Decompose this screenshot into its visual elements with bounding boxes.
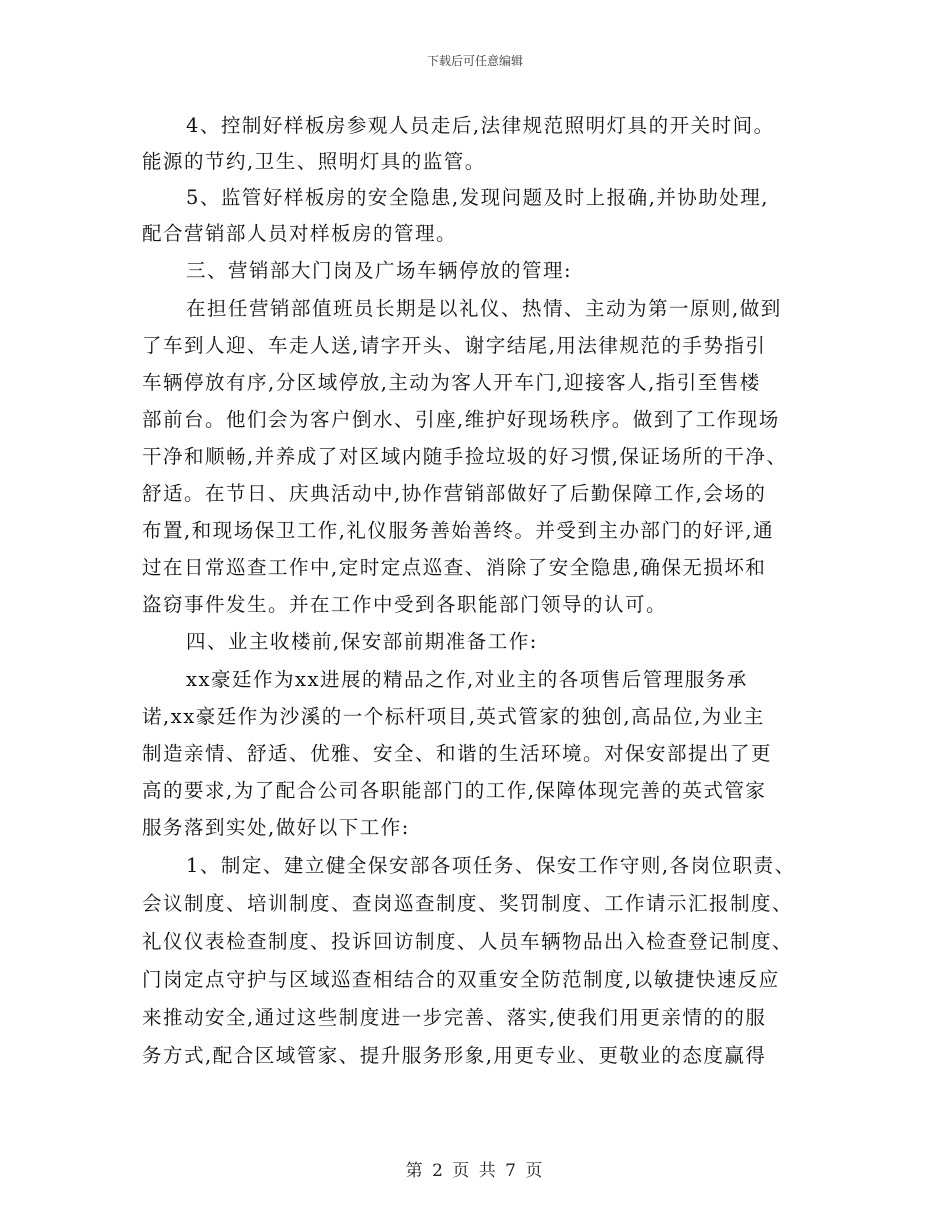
text-line: 过在日常巡查工作中,定时定点巡查、消除了安全隐患,确保无损坏和 bbox=[142, 556, 767, 579]
section-heading: 四、业主收楼前,保安部前期准备工作: bbox=[186, 630, 538, 653]
text-line: 会议制度、培训制度、查岗巡查制度、奖罚制度、工作请示汇报制度、 bbox=[142, 892, 794, 915]
text-line: 能源的节约,卫生、照明灯具的监管。 bbox=[142, 150, 486, 173]
text-line: 盗窃事件发生。并在工作中受到各职能部门领导的认可。 bbox=[142, 593, 668, 616]
text-line: 门岗定点守护与区域巡查相结合的双重安全防范制度,以敏捷快速反应 bbox=[142, 968, 780, 991]
text-line: 务方式,配合区域管家、提升服务形象,用更专业、更敬业的态度赢得 bbox=[142, 1044, 767, 1067]
text-line: 在担任营销部值班员长期是以礼仪、热情、主动为第一原则,做到 bbox=[186, 297, 782, 320]
text-line: xx豪廷作为xx进展的精品之作,对业主的各项售后管理服务承 bbox=[186, 668, 748, 691]
page-number-footer: 第 2 页 共 7 页 bbox=[405, 1161, 545, 1181]
text-line: 来推动安全,通过这些制度进一步完善、落实,使我们用更亲情的的服 bbox=[142, 1006, 767, 1029]
text-line: 干净和顺畅,并养成了对区域内随手捡垃圾的好习惯,保证场所的干净、 bbox=[142, 445, 788, 468]
text-line: 礼仪仪表检查制度、投诉回访制度、人员车辆物品出入检查登记制度、 bbox=[142, 930, 794, 953]
page-header: 下载后可任意编辑 bbox=[426, 54, 523, 68]
text-line: 4、控制好样板房参观人员走后,法律规范照明灯具的开关时间。 bbox=[186, 114, 775, 137]
text-line: 5、监管好样板房的安全隐患,发现问题及时上报确,并协助处理, bbox=[186, 186, 770, 209]
text-line: 制造亲情、舒适、优雅、安全、和谐的生活环境。对保安部提出了更 bbox=[142, 742, 773, 765]
text-line: 高的要求,为了配合公司各职能部门的工作,保障体现完善的英式管家 bbox=[142, 779, 767, 802]
text-line: 部前台。他们会为客户倒水、引座,维护好现场秩序。做到了工作现场 bbox=[142, 408, 780, 431]
text-line: 诺,xx豪廷作为沙溪的一个标杆项目,英式管家的独创,高品位,为业主 bbox=[142, 705, 765, 728]
text-line: 车辆停放有序,分区域停放,主动为客人开车门,迎接客人,指引至售楼 bbox=[142, 371, 761, 394]
text-line: 1、制定、建立健全保安部各项任务、保安工作守则,各岗位职责、 bbox=[186, 854, 796, 877]
section-heading: 三、营销部大门岗及广场车辆停放的管理: bbox=[186, 259, 573, 282]
text-line: 舒适。在节日、庆典活动中,协作营销部做好了后勤保障工作,会场的 bbox=[142, 482, 767, 505]
text-line: 服务落到实处,做好以下工作: bbox=[142, 816, 410, 839]
text-line: 布置,和现场保卫工作,礼仪服务善始善终。并受到主办部门的好评,通 bbox=[142, 519, 775, 542]
text-line: 配合营销部人员对样板房的管理。 bbox=[142, 222, 458, 245]
text-line: 了车到人迎、车走人送,请字开头、谢字结尾,用法律规范的手势指引 bbox=[142, 334, 767, 357]
